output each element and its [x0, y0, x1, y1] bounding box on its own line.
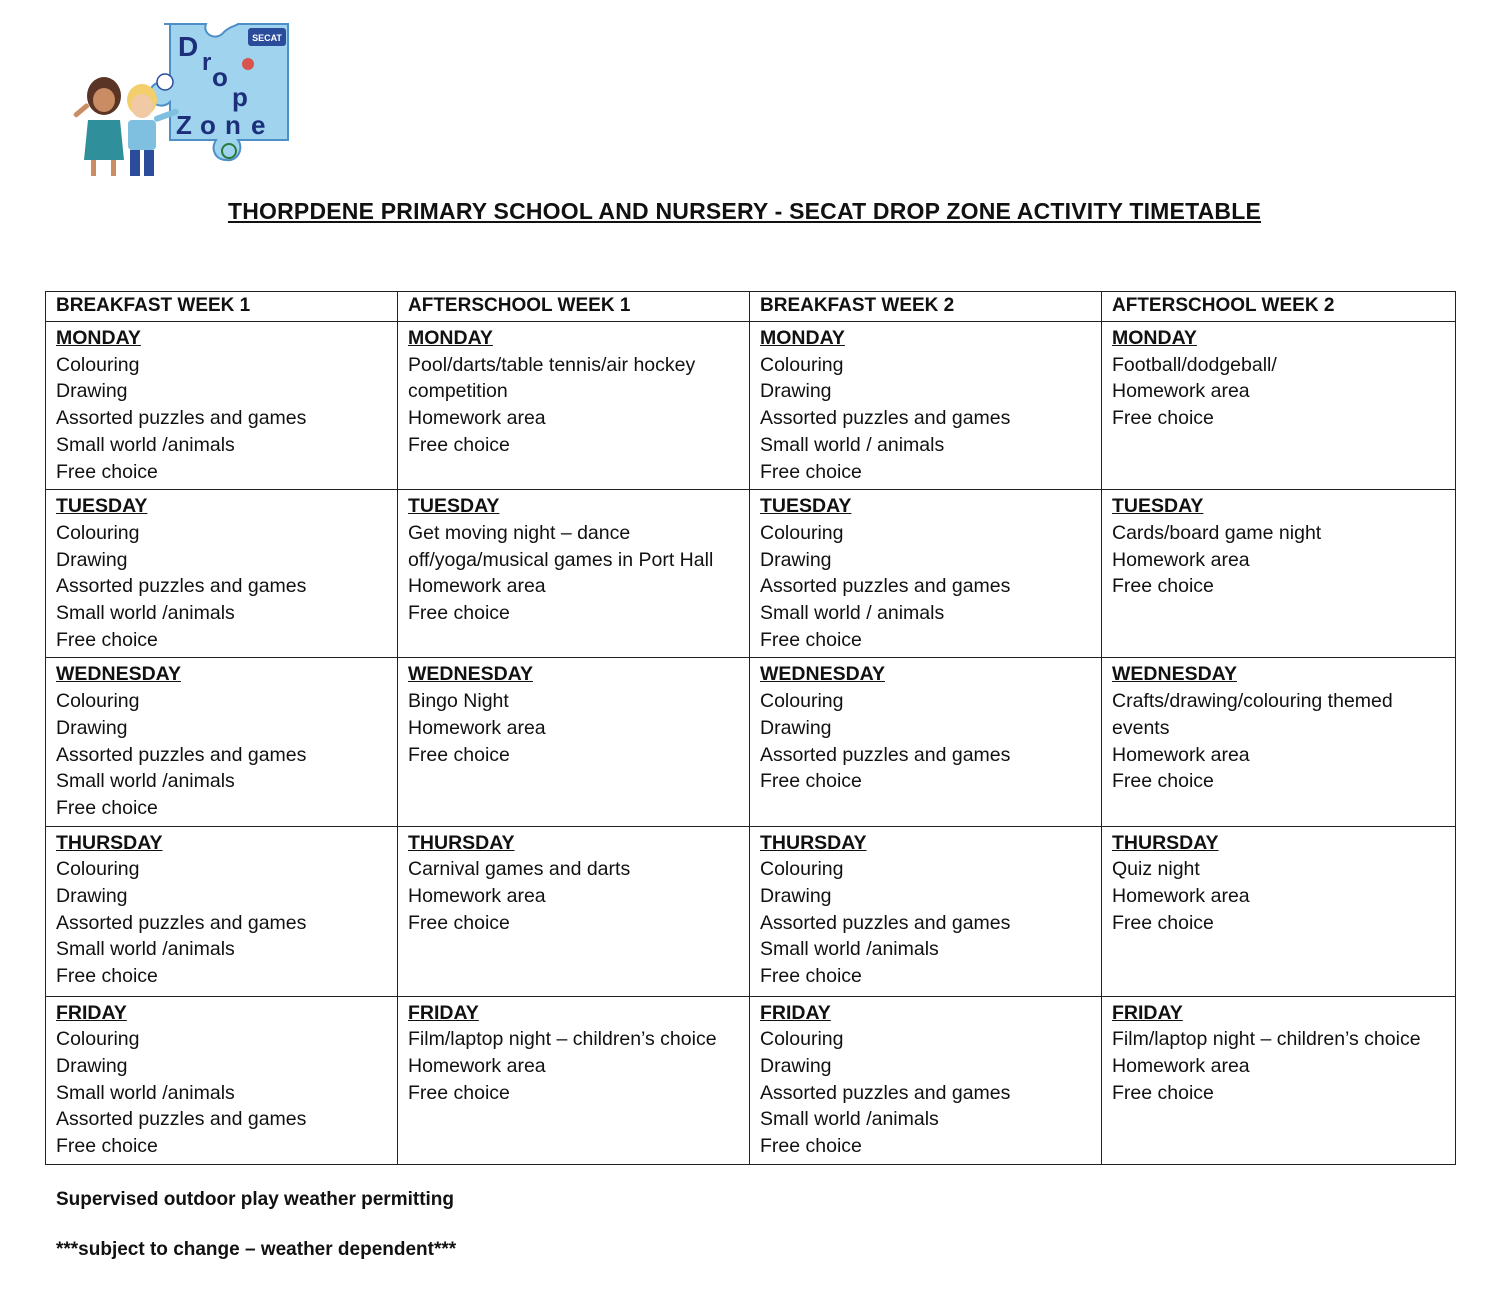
activity-item: Drawing: [760, 716, 832, 739]
activity-item: Quiz night: [1112, 858, 1200, 881]
timetable-cell: [46, 658, 398, 826]
activity-item: Film/laptop night – children’s choice: [408, 1028, 717, 1051]
activity-item: Crafts/drawing/colouring themed: [1112, 690, 1393, 713]
activity-item: Colouring: [760, 521, 844, 544]
shield-emblem-icon: [242, 58, 254, 70]
activity-item: Homework area: [408, 716, 546, 739]
page-title: THORPDENE PRIMARY SCHOOL AND NURSERY - SECAT DROP ZONE ACTIVITY TIMETABLE: [227, 198, 1262, 224]
header-afterschool-week-1: AFTERSCHOOL WEEK 1: [398, 292, 750, 322]
activity-item: Colouring: [760, 353, 844, 376]
activity-item: Homework area: [408, 885, 546, 908]
activity-item: Free choice: [760, 770, 862, 793]
day-heading: FRIDAY: [56, 1001, 127, 1024]
activity-item: Free choice: [56, 965, 158, 988]
activity-item: Free choice: [408, 743, 510, 766]
activity-item: Cards/board game night: [1112, 521, 1322, 544]
table-row: [46, 490, 1456, 658]
subject-to-change-note: ***subject to change – weather dependent***: [56, 1239, 457, 1260]
activity-item: Carnival games and darts: [408, 858, 631, 881]
day-heading: THURSDAY: [1112, 831, 1219, 854]
activity-item: Colouring: [56, 521, 140, 544]
activity-timetable: [45, 291, 1456, 1165]
logo-letter: o: [212, 62, 228, 92]
activity-item: Colouring: [56, 353, 140, 376]
timetable-cell: [750, 996, 1102, 1164]
timetable-cell: [1102, 996, 1456, 1164]
timetable-cell: [46, 826, 398, 996]
activity-item: Colouring: [760, 1028, 844, 1051]
activity-item: Drawing: [760, 380, 832, 403]
activity-item: Colouring: [760, 858, 844, 881]
activity-item: Drawing: [56, 885, 128, 908]
day-heading: THURSDAY: [760, 831, 867, 854]
secat-badge-text: SECAT: [252, 33, 282, 43]
logo-letter: p: [232, 82, 248, 112]
header-breakfast-week-2: BREAKFAST WEEK 2: [750, 292, 1102, 322]
activity-item: Small world /animals: [760, 1108, 939, 1131]
timetable-cell: [46, 490, 398, 658]
activity-item: Colouring: [760, 690, 844, 713]
sailboat-emblem-icon: [157, 74, 173, 90]
timetable-cell: [1102, 322, 1456, 490]
table-row: [46, 658, 1456, 826]
timetable-cell: [398, 996, 750, 1164]
logo-letter: Z: [176, 110, 192, 140]
activity-item: Assorted puzzles and games: [760, 911, 1011, 934]
activity-item: Free choice: [760, 628, 862, 651]
day-heading: WEDNESDAY: [408, 663, 533, 686]
activity-item: competition: [408, 380, 508, 403]
activity-item: Homework area: [408, 1055, 546, 1078]
timetable-cell: [750, 826, 1102, 996]
activity-item: Film/laptop night – children’s choice: [1112, 1028, 1421, 1051]
timetable-cell: [398, 490, 750, 658]
activity-item: Free choice: [1112, 1081, 1214, 1104]
activity-item: Small world /animals: [56, 770, 235, 793]
activity-item: Drawing: [56, 1055, 128, 1078]
activity-item: Small world / animals: [760, 602, 945, 625]
activity-item: Free choice: [1112, 911, 1214, 934]
activity-item: Small world /animals: [56, 433, 235, 456]
activity-item: Homework area: [408, 407, 546, 430]
activity-item: Small world /animals: [56, 938, 235, 961]
activity-item: Homework area: [1112, 1055, 1250, 1078]
day-heading: MONDAY: [408, 327, 493, 349]
activity-item: Assorted puzzles and games: [760, 743, 1011, 766]
timetable-cell: [1102, 490, 1456, 658]
timetable-body: [46, 322, 1456, 1165]
outdoor-play-note: Supervised outdoor play weather permitting: [56, 1189, 455, 1210]
activity-item: Pool/darts/table tennis/air hockey: [408, 353, 696, 376]
activity-item: Small world /animals: [760, 938, 939, 961]
logo-letter: e: [251, 110, 266, 140]
day-heading: TUESDAY: [760, 495, 852, 518]
activity-item: Football/dodgeball/: [1112, 353, 1277, 376]
logo-letter: D: [178, 31, 199, 62]
activity-item: Assorted puzzles and games: [760, 1081, 1011, 1104]
activity-item: Free choice: [760, 965, 862, 988]
activity-item: Colouring: [56, 858, 140, 881]
drop-zone-logo-graphic: [66, 20, 296, 185]
activity-item: Free choice: [1112, 770, 1214, 793]
activity-item: Drawing: [56, 548, 128, 571]
drop-zone-logo: [66, 20, 296, 185]
header-breakfast-week-1: BREAKFAST WEEK 1: [46, 292, 398, 322]
logo-letter: n: [225, 110, 241, 140]
activity-item: Homework area: [1112, 743, 1250, 766]
day-heading: WEDNESDAY: [56, 663, 181, 686]
activity-item: Drawing: [760, 548, 832, 571]
activity-item: Assorted puzzles and games: [56, 911, 307, 934]
table-row: [46, 996, 1456, 1164]
day-heading: WEDNESDAY: [1112, 663, 1237, 686]
activity-item: Small world /animals: [56, 602, 235, 625]
activity-item: Free choice: [56, 1135, 158, 1158]
activity-item: Free choice: [1112, 407, 1214, 430]
activity-item: Assorted puzzles and games: [56, 407, 307, 430]
timetable-cell: [46, 996, 398, 1164]
activity-item: Assorted puzzles and games: [760, 575, 1011, 598]
activity-item: Free choice: [1112, 575, 1214, 598]
day-heading: TUESDAY: [408, 495, 500, 518]
timetable-cell: [750, 490, 1102, 658]
activity-item: Assorted puzzles and games: [56, 575, 307, 598]
timetable-cell: [750, 658, 1102, 826]
activity-item: Free choice: [56, 460, 158, 483]
day-heading: WEDNESDAY: [760, 663, 885, 686]
activity-item: Assorted puzzles and games: [56, 1108, 307, 1131]
activity-item: Bingo Night: [408, 690, 509, 713]
timetable-cell: [46, 322, 398, 490]
activity-item: Get moving night – dance: [408, 521, 631, 544]
activity-item: Free choice: [408, 602, 510, 625]
day-heading: MONDAY: [1112, 327, 1197, 349]
day-heading: FRIDAY: [1112, 1001, 1183, 1024]
header-afterschool-week-2: AFTERSCHOOL WEEK 2: [1102, 292, 1456, 322]
timetable-cell: [1102, 826, 1456, 996]
activity-item: Drawing: [56, 716, 128, 739]
day-heading: TUESDAY: [56, 495, 148, 518]
activity-item: Colouring: [56, 1028, 140, 1051]
activity-item: Homework area: [1112, 548, 1250, 571]
activity-item: Homework area: [1112, 885, 1250, 908]
activity-item: Homework area: [408, 575, 546, 598]
timetable-cell: [398, 322, 750, 490]
activity-item: Assorted puzzles and games: [760, 407, 1011, 430]
activity-item: Free choice: [408, 1081, 510, 1104]
header-row: [46, 292, 1456, 322]
table-row: [46, 322, 1456, 490]
day-heading: MONDAY: [760, 327, 845, 349]
girl-character-icon: [73, 77, 124, 176]
activity-item: Free choice: [760, 1135, 862, 1158]
activity-item: Drawing: [760, 885, 832, 908]
day-heading: THURSDAY: [408, 831, 515, 854]
logo-letter: r: [202, 49, 212, 76]
activity-item: Free choice: [760, 460, 862, 483]
activity-item: Drawing: [760, 1055, 832, 1078]
activity-item: Free choice: [56, 628, 158, 651]
day-heading: MONDAY: [56, 327, 141, 349]
table-row: [46, 826, 1456, 996]
activity-item: Free choice: [56, 796, 158, 819]
day-heading: FRIDAY: [408, 1001, 479, 1024]
day-heading: FRIDAY: [760, 1001, 831, 1024]
activity-item: Homework area: [1112, 380, 1250, 403]
activity-item: Assorted puzzles and games: [56, 743, 307, 766]
timetable-cell: [1102, 658, 1456, 826]
activity-item: Small world / animals: [760, 433, 945, 456]
activity-item: Colouring: [56, 690, 140, 713]
activity-item: Small world /animals: [56, 1081, 235, 1104]
activity-item: Free choice: [408, 911, 510, 934]
logo-letter: o: [200, 110, 216, 140]
activity-item: off/yoga/musical games in Port Hall: [408, 548, 714, 571]
timetable-cell: [398, 658, 750, 826]
activity-item: events: [1112, 716, 1170, 739]
activity-item: Drawing: [56, 380, 128, 403]
day-heading: THURSDAY: [56, 831, 163, 854]
activity-item: Free choice: [408, 433, 510, 456]
timetable-cell: [750, 322, 1102, 490]
timetable-cell: [398, 826, 750, 996]
day-heading: TUESDAY: [1112, 495, 1204, 518]
